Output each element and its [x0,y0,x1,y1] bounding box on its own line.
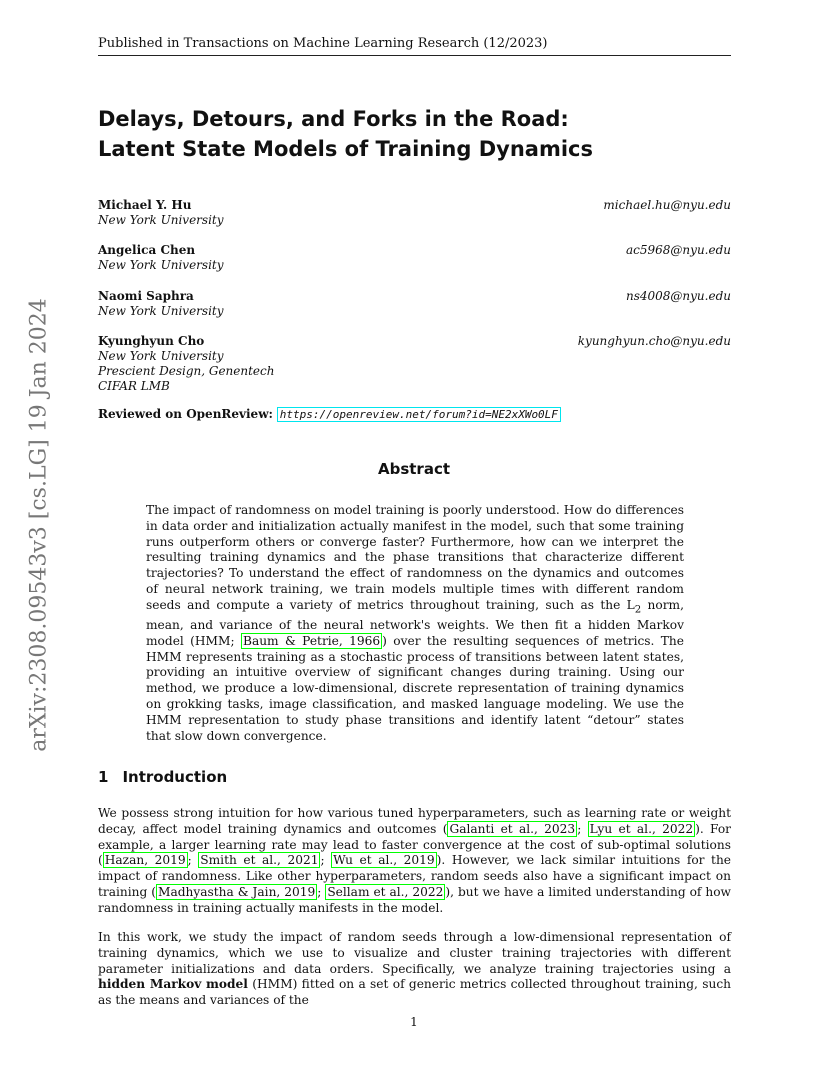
paragraph-text: ; [577,821,588,836]
author-affiliation: New York University [98,304,224,318]
citation-link[interactable]: Lyu et al., 2022 [589,821,694,836]
author-affiliation: Prescient Design, Genentech [98,364,275,378]
author-name: Kyunghyun Cho [98,334,205,348]
author-email: ns4008@nyu.edu [626,289,731,303]
paragraph-text: ), but we have a limited understanding of how randomness in training actually manifests in the model. [98,884,731,915]
paper-title [98,104,738,164]
citation-link[interactable]: Madhyastha & Jain, 2019 [157,884,316,899]
arxiv-sidebar [28,290,50,760]
citation-link[interactable]: Sellam et al., 2022 [327,884,444,899]
author-affiliation: New York University [98,213,224,227]
openreview-line [98,407,561,421]
author-name: Naomi Saphra [98,289,194,303]
author-name: Angelica Chen [98,243,196,257]
paragraph-text: ). However, we lack similar intuitions for the impact of randomness. Like other hyperparameters, random seeds also have a significant impact on training ( [98,853,731,899]
author-affiliation: New York University [98,349,224,363]
paragraph-text: (HMM) fitted on a set of generic metrics collected throughout training, such as the means and variances of the [98,977,731,1008]
author-block-2 [98,243,731,273]
openreview-link[interactable]: https://openreview.net/forum?id=NE2xXWo0LF [277,407,561,422]
page-number: 1 [410,1015,418,1029]
abstract-text: ) over the resulting sequences of metrics. The HMM represents training as a stochastic process of transitions between latent states, providing an intuitive overview of significant changes during training. Using our method, we produce a low-dimensional, discrete representation of training dynamics on grokking tasks, image classification, and masked language modeling. We use the HMM representation to study phase transitions and identify latent “detour” states that slow down convergence. [146,633,684,743]
abstract-text: The impact of randomness on model training is poorly understood. How do differences in data order and initialization actually manifest in the model, such that some training runs outperform others or converge faster? Furthermore, how can we interpret the resulting training dynamics and the phase transitions that characterize different trajectories? To understand the effect of randomness on the dynamics and outcomes of neural network training, we train models multiple times with different random seeds and compute a variety of metrics throughout training, such as the L [146,503,684,612]
author-name: Michael Y. Hu [98,198,192,212]
author-email: ac5968@nyu.edu [626,243,731,257]
intro-paragraph-2 [98,930,731,1009]
arxiv-id: arXiv:2308.09543v3 [cs.LG] 19 Jan 2024 [26,298,52,752]
bold-term: hidden Markov model [98,977,248,992]
author-block-3 [98,289,731,319]
section-heading [98,768,227,786]
intro-paragraph-1 [98,806,731,917]
paragraph-text: ; [320,853,332,868]
author-email: michael.hu@nyu.edu [603,198,731,212]
author-affiliation: New York University [98,258,224,272]
author-email: kyunghyun.cho@nyu.edu [577,334,731,348]
title-line-1: Delays, Detours, and Forks in the Road: [98,107,569,131]
author-block-1 [98,198,731,228]
citation-link[interactable]: Hazan, 2019 [104,853,186,868]
paragraph-text: ; [317,884,326,899]
paragraph-text: ; [187,853,199,868]
paragraph-text: ). For example, a larger learning rate may lead to faster convergence at the cost of sub-optimal solutions ( [98,821,731,868]
running-header: Published in Transactions on Machine Learning Research (12/2023) [98,36,731,56]
abstract-heading: Abstract [377,460,451,478]
author-block-4 [98,334,731,394]
paragraph-text: We possess strong intuition for how various tuned hyperparameters, such as learning rate or weight decay, affect model training dynamics and outcomes ( [98,806,731,836]
citation-link[interactable]: Galanti et al., 2023 [449,821,576,836]
reviewed-label: Reviewed on OpenReview: [98,407,273,421]
section-title: Introduction [122,768,228,786]
author-affiliation: CIFAR LMB [98,379,170,393]
citation-link[interactable]: Wu et al., 2019 [333,853,435,868]
section-number: 1 [98,768,109,786]
paragraph-text: In this work, we study the impact of random seeds through a low-dimensional representation of training dynamics, which we use to visualize and cluster training trajectories with different parameter initializations and data orders. Specifically, we analyze training trajectories using a [98,930,731,976]
citation-link[interactable]: Smith et al., 2021 [200,853,319,868]
abstract-subscript: 2 [634,604,642,616]
title-line-2: Latent State Models of Training Dynamics [98,137,593,161]
abstract-text: norm, mean, and variance of the neural network's weights. We then fit a hidden Markov model (HMM; [146,597,684,648]
abstract-body [146,503,684,744]
citation-link[interactable]: Baum & Petrie, 1966 [242,633,381,648]
